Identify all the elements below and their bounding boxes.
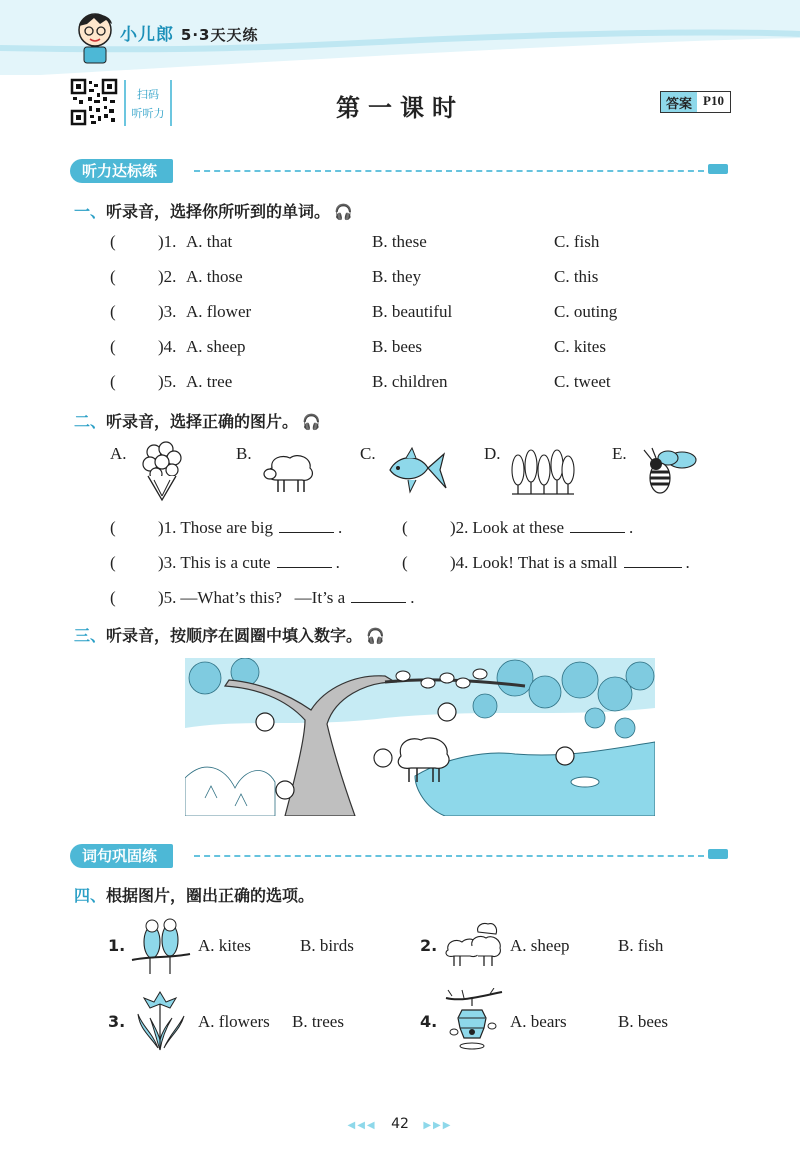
option-b: B. they	[372, 267, 422, 286]
answer-bracket[interactable]: (	[110, 267, 116, 286]
section-header-listening	[70, 159, 732, 183]
boy-mascot-icon	[72, 8, 118, 66]
item-number: )2.	[158, 267, 177, 286]
goldfish-icon[interactable]	[384, 446, 448, 496]
page-title: 第一课时	[336, 94, 464, 122]
flowers-icon[interactable]	[132, 988, 190, 1052]
option-b[interactable]: B. birds	[300, 936, 354, 955]
option-letter-e: E.	[612, 444, 627, 463]
birds-icon[interactable]	[130, 916, 192, 976]
flower-bouquet-icon[interactable]	[140, 440, 185, 502]
question-instruction: 听录音，选择你所听到的单词。	[106, 202, 331, 221]
section-divider	[194, 855, 704, 857]
option-c: C. kites	[554, 337, 606, 356]
answer-bracket[interactable]: (	[110, 337, 116, 356]
option-a[interactable]: A. sheep	[510, 936, 570, 955]
sentence-text: This is a cute	[180, 553, 271, 572]
item-number: )1.	[158, 518, 177, 537]
option-b[interactable]: B. fish	[618, 936, 664, 955]
option-letter-d: D.	[484, 444, 501, 463]
option-b: B. beautiful	[372, 302, 453, 321]
option-a: A. tree	[186, 372, 233, 391]
question-number: 二、	[74, 412, 107, 431]
option-c: C. tweet	[554, 372, 611, 391]
question-number: 三、	[74, 626, 107, 645]
section-header-vocabulary	[70, 844, 732, 868]
answer-bracket[interactable]: (	[110, 518, 116, 537]
page-number-footer	[0, 1116, 800, 1132]
item-number: )2.	[450, 518, 469, 537]
item-number: 2.	[420, 936, 438, 955]
answer-reference	[660, 91, 731, 113]
sentence-end: .	[337, 518, 343, 537]
option-a: A. that	[186, 232, 233, 251]
option-c: C. fish	[554, 232, 600, 251]
option-c: C. outing	[554, 302, 618, 321]
fill-in-blank[interactable]	[277, 553, 332, 568]
question-number: 四、	[74, 886, 107, 905]
item-number: )3.	[158, 302, 177, 321]
bee-icon[interactable]	[638, 446, 700, 498]
sentence-row	[110, 518, 342, 538]
item-number: 3.	[108, 1012, 126, 1031]
sentence-end: .	[335, 553, 340, 572]
answer-bracket[interactable]: (	[110, 553, 116, 572]
sentence-row	[110, 588, 414, 608]
answer-label: 答案	[661, 92, 697, 112]
right-arrows-icon: ▶▶▶	[423, 1120, 453, 1131]
sentence-row	[402, 553, 690, 573]
sentence-row	[402, 518, 633, 538]
option-a: A. flower	[186, 302, 252, 321]
fill-in-blank[interactable]	[624, 553, 682, 568]
section-label: 词句巩固练	[70, 844, 173, 868]
item-number: )4.	[450, 553, 469, 572]
answer-bracket[interactable]: (	[110, 372, 116, 391]
option-a[interactable]: A. kites	[198, 936, 251, 955]
sentence-text: Those are big	[180, 518, 273, 537]
option-a[interactable]: A. flowers	[198, 1012, 270, 1031]
question-2-heading	[74, 409, 321, 432]
option-b: B. children	[372, 372, 448, 391]
answer-bracket[interactable]: (	[402, 553, 408, 572]
option-letter-b: B.	[236, 444, 252, 463]
question-instruction: 听录音，选择正确的图片。	[106, 412, 299, 431]
brand-name: 小儿郎	[120, 25, 174, 45]
left-arrows-icon: ◀◀◀	[347, 1120, 377, 1131]
question-number: 一、	[74, 202, 107, 221]
option-letter-a: A.	[110, 444, 127, 463]
beehive-icon[interactable]	[442, 988, 504, 1050]
fill-in-blank[interactable]	[351, 588, 406, 603]
sentence-end: .	[685, 553, 690, 572]
listen-label: 听听力	[131, 107, 165, 120]
brand-series: 5·3天天练	[180, 26, 259, 44]
pencil-icon	[708, 849, 728, 859]
answer-bracket[interactable]: (	[402, 518, 408, 537]
option-a[interactable]: A. bears	[510, 1012, 567, 1031]
sheep-icon[interactable]	[262, 450, 320, 494]
park-scene-illustration	[185, 658, 655, 816]
option-b: B. these	[372, 232, 427, 251]
sentence-end: .	[629, 518, 634, 537]
section-divider	[194, 170, 704, 172]
option-c: C. this	[554, 267, 599, 286]
sentence-text: —What’s this? —It’s a	[180, 588, 346, 607]
sentence-text: Look at these	[472, 518, 565, 537]
brand-title	[120, 20, 259, 45]
option-b[interactable]: B. trees	[292, 1012, 344, 1031]
option-b[interactable]: B. bees	[618, 1012, 669, 1031]
sheep-icon[interactable]	[442, 916, 504, 974]
item-number: )1.	[158, 232, 177, 251]
question-instruction: 听录音，按顺序在圆圈中填入数字。	[106, 626, 363, 645]
question-1-heading	[74, 199, 353, 222]
sentence-text: Look! That is a small	[472, 553, 618, 572]
pencil-icon	[708, 164, 728, 174]
answer-page: P10	[703, 93, 724, 108]
fill-in-blank[interactable]	[570, 518, 625, 533]
answer-bracket[interactable]: (	[110, 588, 116, 607]
answer-bracket[interactable]: (	[110, 302, 116, 321]
option-a: A. sheep	[186, 337, 246, 356]
option-a: A. those	[186, 267, 243, 286]
item-number: )5.	[158, 372, 177, 391]
option-b: B. bees	[372, 337, 423, 356]
sentence-row	[110, 553, 340, 573]
item-number: )3.	[158, 553, 177, 572]
item-number: )4.	[158, 337, 177, 356]
item-number: 4.	[420, 1012, 438, 1031]
option-letter-c: C.	[360, 444, 376, 463]
page-number: 42	[391, 1116, 409, 1132]
question-4-heading	[74, 883, 314, 906]
item-number: )5.	[158, 588, 177, 607]
trees-icon[interactable]	[510, 448, 576, 496]
question-instruction: 根据图片，圈出正确的选项。	[106, 886, 315, 905]
question-3-heading	[74, 623, 385, 646]
scan-label: 扫码	[137, 88, 159, 101]
headphone-icon[interactable]: 🎧	[334, 203, 353, 221]
answer-bracket[interactable]: (	[110, 232, 116, 251]
section-label: 听力达标练	[70, 159, 173, 183]
headphone-icon[interactable]: 🎧	[302, 413, 321, 431]
fill-in-blank[interactable]	[279, 518, 334, 533]
item-number: 1.	[108, 936, 126, 955]
headphone-icon[interactable]: 🎧	[366, 627, 385, 645]
sentence-end: .	[410, 588, 415, 607]
